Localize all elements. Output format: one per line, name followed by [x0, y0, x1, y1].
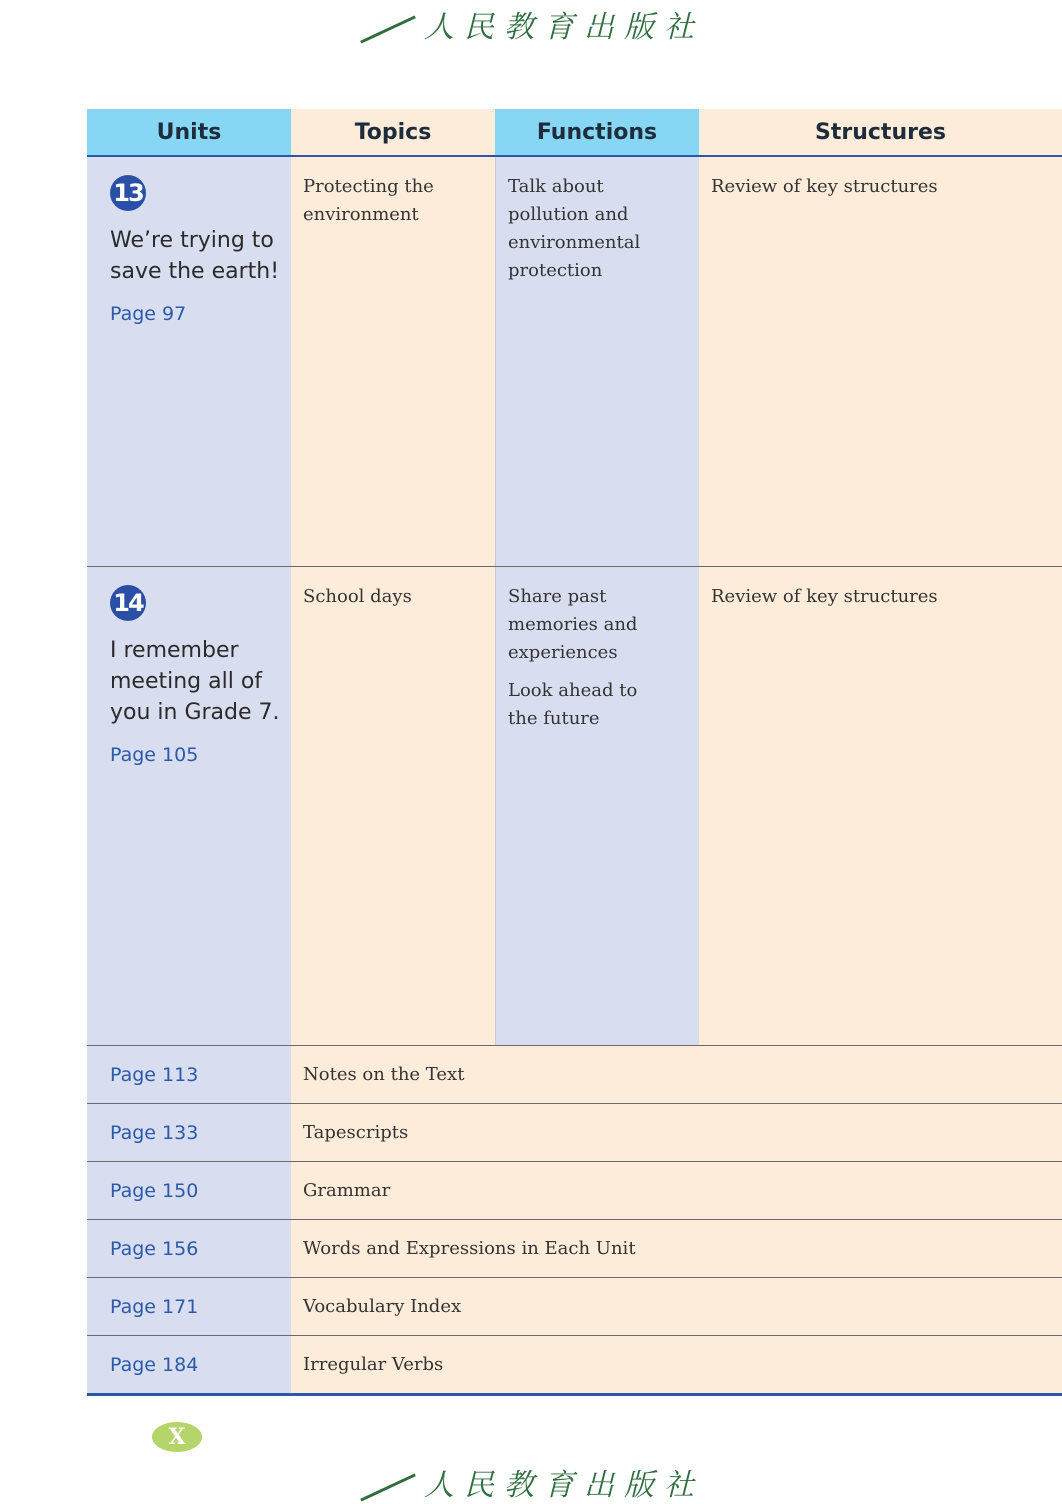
unit-row-13: [87, 157, 1062, 567]
reference-row: [87, 1046, 1062, 1104]
unit-number-badge: 14: [110, 585, 146, 621]
unit-title: I remember meeting all of you in Grade 7.: [110, 638, 280, 725]
header-functions: Functions: [495, 109, 699, 155]
structure-text: Review of key structures: [711, 586, 938, 607]
logo-stroke-icon: [360, 1473, 416, 1501]
structure-cell: [699, 567, 1062, 1045]
reference-page-link[interactable]: Page 150: [87, 1162, 291, 1219]
publisher-logo-bottom: [0, 1460, 1062, 1504]
reference-row: [87, 1278, 1062, 1336]
reference-row: [87, 1336, 1062, 1396]
reference-page-link[interactable]: Page 156: [87, 1220, 291, 1277]
topic-cell: [291, 567, 495, 1045]
function-text: Talk about pollution and environmental protection: [508, 176, 641, 281]
publisher-text: 人民教育出版社: [424, 10, 704, 45]
topic-text: School days: [303, 586, 412, 607]
reference-page-link[interactable]: Page 171: [87, 1278, 291, 1335]
page-number-badge: X: [152, 1422, 202, 1452]
unit-page-link[interactable]: Page 105: [110, 744, 199, 766]
structure-text: Review of key structures: [711, 176, 938, 197]
reference-row: [87, 1220, 1062, 1278]
unit-cell: [87, 157, 291, 566]
reference-row: [87, 1162, 1062, 1220]
reference-title: Notes on the Text: [291, 1046, 1062, 1103]
header-structures: Structures: [699, 109, 1062, 155]
unit-cell: [87, 567, 291, 1045]
unit-number-badge: 13: [110, 175, 146, 211]
publisher-logo-top: [0, 2, 1062, 46]
topic-text: Protecting the environment: [303, 176, 434, 225]
header-topics: Topics: [291, 109, 495, 155]
reference-title: Tapescripts: [291, 1104, 1062, 1161]
publisher-text: 人民教育出版社: [424, 1468, 704, 1503]
function-text: Share past memories and experiences: [508, 586, 638, 663]
logo-stroke-icon: [360, 15, 416, 43]
reference-page-link[interactable]: Page 133: [87, 1104, 291, 1161]
unit-row-14: [87, 567, 1062, 1046]
reference-title: Grammar: [291, 1162, 1062, 1219]
structure-cell: [699, 157, 1062, 566]
table-header: [87, 109, 1062, 157]
reference-page-link[interactable]: Page 113: [87, 1046, 291, 1103]
reference-title: Vocabulary Index: [291, 1278, 1062, 1335]
unit-page-link[interactable]: Page 97: [110, 303, 187, 325]
function-text: Look ahead to the future: [508, 680, 638, 729]
function-cell: [495, 567, 699, 1045]
header-units: Units: [87, 109, 291, 155]
reference-row: [87, 1104, 1062, 1162]
reference-title: Words and Expressions in Each Unit: [291, 1220, 1062, 1277]
reference-page-link[interactable]: Page 184: [87, 1336, 291, 1393]
topic-cell: [291, 157, 495, 566]
contents-table: [87, 109, 1062, 1396]
reference-title: Irregular Verbs: [291, 1336, 1062, 1393]
unit-title: We’re trying to save the earth!: [110, 228, 280, 284]
function-cell: [495, 157, 699, 566]
